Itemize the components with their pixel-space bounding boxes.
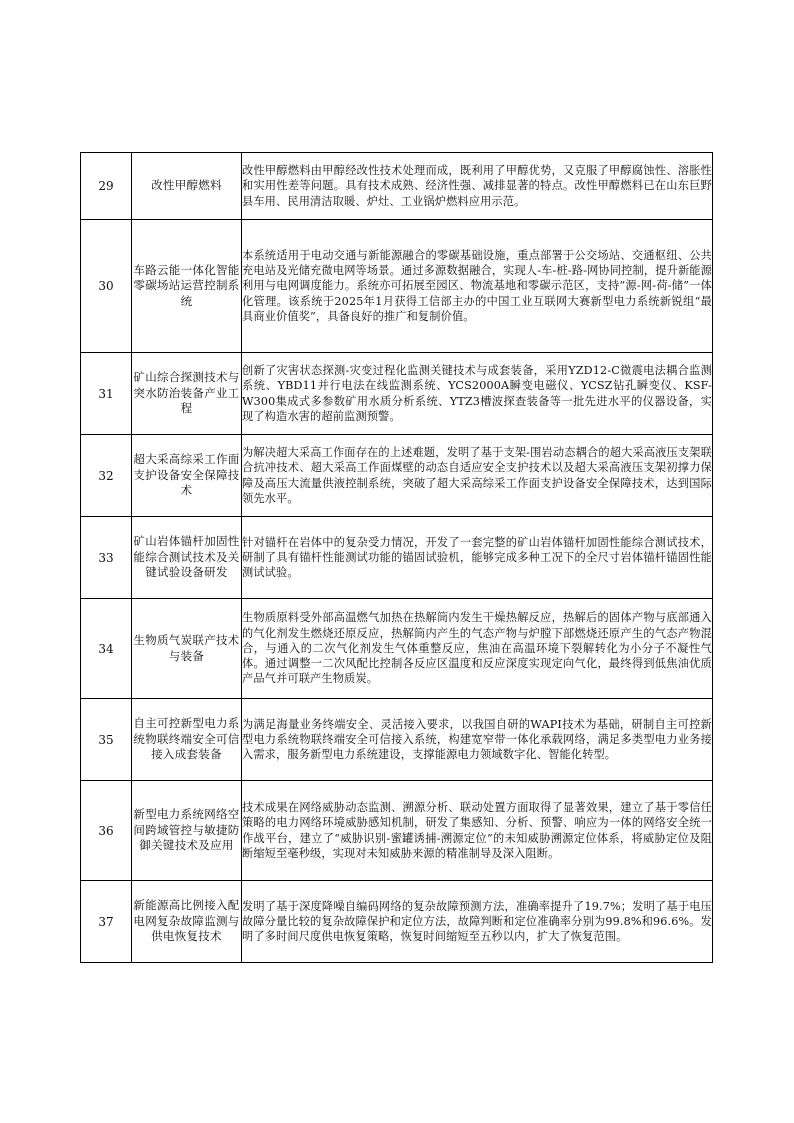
- technology-description: 生物质原料受外部高温燃气加热在热解筒内发生干燥热解反应，热解后的固体产物与底部通入的气化剂发生燃烧还原反应，热解筒内产生的气态产物与炉膛下部燃烧还原产生的气态产物混合，与通入的二次气化剂发生气体重整反应，焦油在高温环境下裂解转化为小分子不凝性气体。通过调整一二次风配比控制各反应区温度和反应深度实现定向气化，最终得到低焦油优质产品气并可联产生物质炭。: [242, 599, 713, 699]
- technology-description: 为满足海量业务终端安全、灵活接入要求，以我国自研的WAPI技术为基础，研制自主可控新型电力系统物联终端安全可信接入系统，构建宽窄带一体化承载网络，满足多类型电力业务接入需求，服务新型电力系统建设，支撑能源电力领域数字化、智能化转型。: [242, 699, 713, 781]
- row-number: 29: [81, 153, 132, 220]
- table-row: [81, 781, 713, 881]
- row-number: 37: [81, 881, 132, 963]
- technology-name: 生物质气炭联产技术与装备: [132, 599, 242, 699]
- table-row: [81, 517, 713, 599]
- technology-table: [80, 152, 713, 963]
- technology-name: 车路云能一体化智能零碳场站运营控制系统: [132, 220, 242, 353]
- table-row: [81, 881, 713, 963]
- technology-name: 矿山综合探测技术与突水防治装备产业工程: [132, 353, 242, 435]
- row-number: 35: [81, 699, 132, 781]
- technology-name: 新型电力系统网络空间跨域管控与敏捷防御关键技术及应用: [132, 781, 242, 881]
- table-row: [81, 353, 713, 435]
- technology-description: 针对锚杆在岩体中的复杂受力情况，开发了一套完整的矿山岩体锚杆加固性能综合测试技术，研制了具有锚杆性能测试功能的锚固试验机，能够完成多种工况下的全尺寸岩体锚杆锚固性能测试试验。: [242, 517, 713, 599]
- row-number: 34: [81, 599, 132, 699]
- row-number: 32: [81, 435, 132, 517]
- technology-description: 创新了灾害状态探测-灾变过程化监测关键技术与成套装备，采用YZD12-C微震电法耦合监测系统、YBD11并行电法在线监测系统、YCS2000A瞬变电磁仪、YCSZ钻孔瞬变仪、KSF-W300集成式多参数矿用水质分析系统、YTZ3槽波探查装备等一批先进水平的仪器设备，实现了构造水害的超前监测预警。: [242, 353, 713, 435]
- table-row: [81, 220, 713, 353]
- row-number: 30: [81, 220, 132, 353]
- table-row: [81, 599, 713, 699]
- technology-name: 矿山岩体锚杆加固性能综合测试技术及关键试验设备研发: [132, 517, 242, 599]
- row-number: 33: [81, 517, 132, 599]
- technology-description: 为解决超大采高工作面存在的上述难题，发明了基于支架-围岩动态耦合的超大采高液压支架联合抗冲技术、超大采高工作面煤壁的动态自适应安全支护技术以及超大采高液压支架初撑力保障及高压大流量供液控制系统，突破了超大采高综采工作面支护设备安全保障技术，达到国际领先水平。: [242, 435, 713, 517]
- row-number: 36: [81, 781, 132, 881]
- technology-description: 发明了基于深度降噪自编码网络的复杂故障预测方法，准确率提升了19.7%；发明了基于电压故障分量比较的复杂故障保护和定位方法，故障判断和定位准确率分别为99.8%和96.6%。发明了多时间尺度供电恢复策略，恢复时间缩短至五秒以内，扩大了恢复范围。: [242, 881, 713, 963]
- table-row: [81, 153, 713, 220]
- technology-description: 技术成果在网络威胁动态监测、溯源分析、联动处置方面取得了显著效果，建立了基于零信任策略的电力网络环境威胁感知机制，研发了集感知、分析、预警、响应为一体的网络安全统一作战平台，建立了“威胁识别-蜜罐诱捕-溯源定位”的未知威胁溯源定位体系，将威胁定位及阻断缩短至毫秒级，实现对未知威胁来源的精准制导及深入阻断。: [242, 781, 713, 881]
- technology-name: 超大采高综采工作面支护设备安全保障技术: [132, 435, 242, 517]
- table-row: [81, 435, 713, 517]
- table-row: [81, 699, 713, 781]
- technology-name: 自主可控新型电力系统物联终端安全可信接入成套装备: [132, 699, 242, 781]
- row-number: 31: [81, 353, 132, 435]
- technology-description: 改性甲醇燃料由甲醇经改性技术处理而成，既利用了甲醇优势，又克服了甲醇腐蚀性、溶胀性和实用性差等问题。具有技术成熟、经济性强、减排显著的特点。改性甲醇燃料已在山东巨野县车用、民用清洁取暖、炉灶、工业锅炉燃料应用示范。: [242, 153, 713, 220]
- technology-name: 改性甲醇燃料: [132, 153, 242, 220]
- technology-name: 新能源高比例接入配电网复杂故障监测与供电恢复技术: [132, 881, 242, 963]
- technology-description: 本系统适用于电动交通与新能源融合的零碳基础设施，重点部署于公交场站、交通枢纽、公共充电站及光储充微电网等场景。通过多源数据融合，实现人-车-桩-路-网协同控制，提升新能源利用与电网调度能力。系统亦可拓展至园区、物流基地和零碳示范区，支持“源-网-荷-储”一体化管理。该系统于2025年1月获得工信部主办的中国工业互联网大赛新型电力系统新锐组“最具商业价值奖”，具备良好的推广和复制价值。: [242, 220, 713, 353]
